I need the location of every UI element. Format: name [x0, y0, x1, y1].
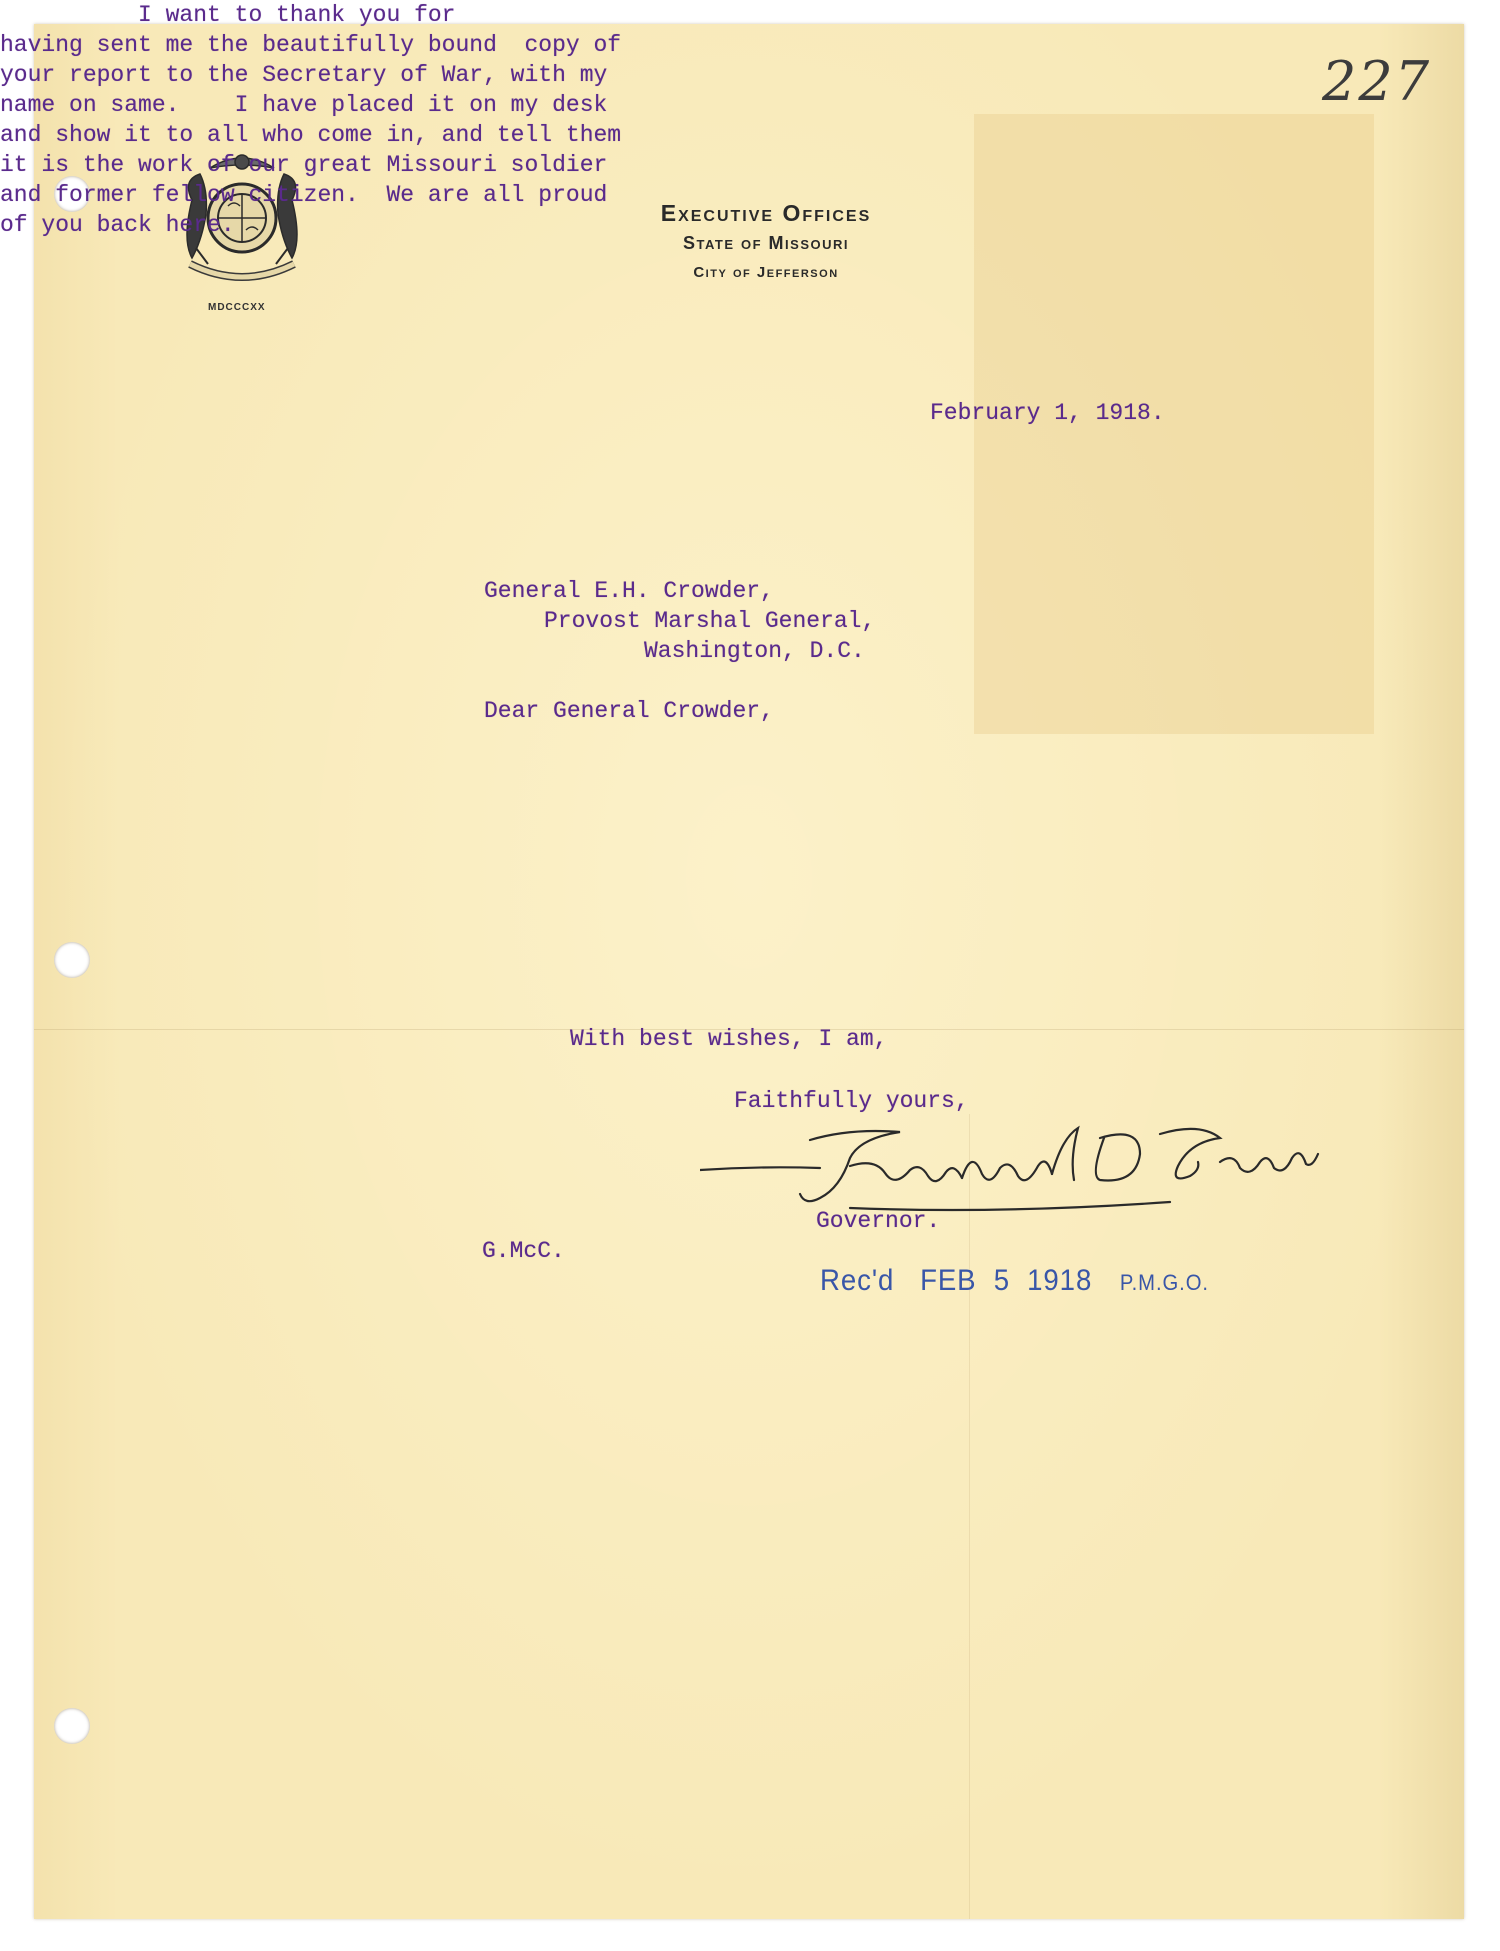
letterhead-title: Executive Offices — [660, 200, 872, 226]
fold-line — [969, 1114, 970, 1919]
letterhead-state: State of Missouri — [682, 233, 850, 253]
signer-title: Governor. — [816, 1208, 941, 1234]
address-line: Provost Marshal General, — [544, 608, 876, 634]
salutation: Dear General Crowder, — [484, 698, 774, 724]
punch-hole — [54, 1708, 90, 1744]
body-line: it is the work of our great Missouri soldier — [0, 152, 608, 178]
received-stamp — [820, 1264, 1209, 1298]
body-line: and show it to all who come in, and tell them — [0, 122, 622, 148]
stamp-date: FEB 5 1918 — [920, 1264, 1093, 1297]
punch-hole — [54, 942, 90, 978]
handwritten-signature — [700, 1118, 1320, 1228]
address-line: Washington, D.C. — [644, 638, 865, 664]
body-line: name on same. I have placed it on my desk — [0, 92, 608, 118]
letterhead-city: City of Jefferson — [693, 264, 839, 281]
body-line: I want to thank you for — [0, 2, 456, 28]
stamp-received: Rec'd — [820, 1264, 895, 1297]
typist-initials: G.McC. — [482, 1238, 565, 1264]
body-line: of you back here. — [0, 212, 235, 238]
seal-year: MDCCCXX — [208, 302, 266, 313]
letter-body — [0, 0, 1500, 240]
address-line: General E.H. Crowder, — [484, 578, 774, 604]
body-line: and former fellow citizen. We are all proud — [0, 182, 608, 208]
stamp-office: P.M.G.O. — [1119, 1270, 1209, 1295]
handwritten-page-number: 227 — [1322, 50, 1432, 113]
body-line: having sent me the beautifully bound copy of — [0, 32, 622, 58]
body-line: your report to the Secretary of War, with my — [0, 62, 608, 88]
closing-wishes: With best wishes, I am, — [570, 1026, 888, 1052]
complimentary-close: Faithfully yours, — [734, 1088, 969, 1114]
letter-date: February 1, 1918. — [930, 400, 1165, 426]
